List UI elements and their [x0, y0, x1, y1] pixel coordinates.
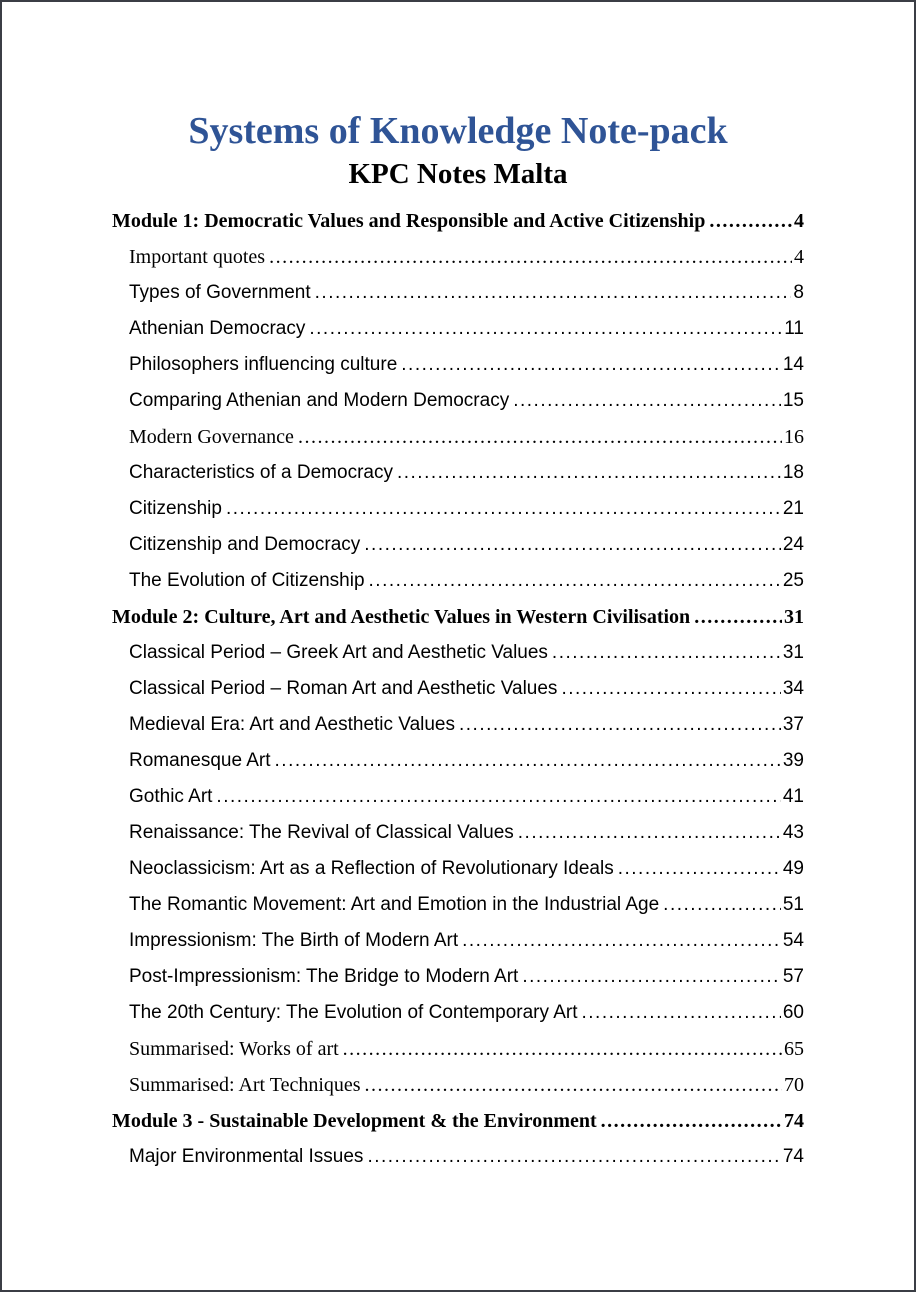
- toc-dot-leader: [663, 887, 781, 923]
- document-title: Systems of Knowledge Note-pack: [188, 110, 728, 152]
- toc-entry[interactable]: [112, 311, 804, 347]
- toc-entry-label: Impressionism: The Birth of Modern Art: [129, 930, 459, 952]
- toc-entry[interactable]: [112, 671, 804, 707]
- toc-page-number: 4: [794, 246, 804, 269]
- toc-page-number: 74: [782, 1146, 804, 1168]
- toc-entry[interactable]: [112, 995, 804, 1031]
- toc-entry-label: Classical Period – Roman Art and Aesthetic Values: [129, 678, 558, 700]
- toc-entry-label: Citizenship and Democracy: [129, 534, 361, 556]
- toc-entry-label: Citizenship: [129, 498, 222, 520]
- toc-entry[interactable]: [112, 707, 804, 743]
- toc-dot-leader: [561, 671, 780, 707]
- toc-dot-leader: [459, 707, 781, 743]
- toc-entry[interactable]: [112, 419, 804, 455]
- toc-entry[interactable]: [112, 383, 804, 419]
- toc-entry-label: Medieval Era: Art and Aesthetic Values: [129, 714, 455, 736]
- toc-dot-leader: [364, 527, 781, 563]
- toc-entry-label: Module 3 - Sustainable Development & the Environment: [112, 1110, 597, 1133]
- toc-entry[interactable]: [112, 347, 804, 383]
- toc-dot-leader: [343, 1031, 782, 1067]
- toc-entry[interactable]: [112, 743, 804, 779]
- toc-page-number: 74: [784, 1110, 804, 1133]
- toc-entry[interactable]: [112, 455, 804, 491]
- toc-entry[interactable]: [112, 635, 804, 671]
- toc-dot-leader: [367, 1139, 780, 1175]
- toc-entry-label: Philosophers influencing culture: [129, 354, 398, 376]
- toc-dot-leader: [365, 1067, 782, 1103]
- toc-page-number: 31: [784, 606, 804, 629]
- toc-entry-label: The Evolution of Citizenship: [129, 570, 365, 592]
- toc-page-number: 8: [793, 282, 804, 304]
- toc-dot-leader: [226, 491, 781, 527]
- table-of-contents: [112, 203, 804, 1175]
- toc-entry[interactable]: [112, 959, 804, 995]
- toc-page-number: 54: [782, 930, 804, 952]
- toc-page-number: 15: [782, 390, 804, 412]
- toc-page-number: 37: [782, 714, 804, 736]
- toc-entry-label: Neoclassicism: Art as a Reflection of Revolutionary Ideals: [129, 858, 614, 880]
- toc-page-number: 24: [782, 534, 804, 556]
- toc-page-number: 21: [782, 498, 804, 520]
- toc-dot-leader: [709, 203, 792, 239]
- toc-page-number: 25: [782, 570, 804, 592]
- toc-page-number: 49: [782, 858, 804, 880]
- toc-entry-label: Module 1: Democratic Values and Responsible and Active Citizenship: [112, 210, 706, 233]
- toc-page-number: 11: [784, 318, 804, 340]
- toc-entry-label: Gothic Art: [129, 786, 213, 808]
- toc-entry[interactable]: [112, 239, 804, 275]
- toc-entry-label: Renaissance: The Revival of Classical Values: [129, 822, 514, 844]
- toc-page-number: 70: [784, 1074, 804, 1097]
- toc-page-number: 57: [782, 966, 804, 988]
- toc-entry-label: Comparing Athenian and Modern Democracy: [129, 390, 510, 412]
- toc-page-number: 14: [782, 354, 804, 376]
- toc-dot-leader: [216, 779, 780, 815]
- toc-entry-label: Modern Governance: [129, 426, 294, 449]
- toc-dot-leader: [522, 959, 781, 995]
- toc-dot-leader: [513, 383, 781, 419]
- toc-entry[interactable]: [112, 275, 804, 311]
- toc-entry[interactable]: [112, 887, 804, 923]
- toc-dot-leader: [401, 347, 781, 383]
- toc-dot-leader: [369, 563, 781, 599]
- toc-entry[interactable]: [112, 851, 804, 887]
- toc-entry[interactable]: [112, 779, 804, 815]
- toc-dot-leader: [601, 1103, 782, 1139]
- toc-entry[interactable]: [112, 527, 804, 563]
- toc-page-number: 18: [782, 462, 804, 484]
- toc-entry-label: Types of Government: [129, 282, 311, 304]
- toc-dot-leader: [552, 635, 781, 671]
- toc-dot-leader: [309, 311, 782, 347]
- toc-entry-label: The Romantic Movement: Art and Emotion in the Industrial Age: [129, 894, 660, 916]
- toc-dot-leader: [397, 455, 781, 491]
- toc-entry[interactable]: [112, 599, 804, 635]
- toc-dot-leader: [582, 995, 781, 1031]
- toc-dot-leader: [518, 815, 781, 851]
- toc-entry-label: Module 2: Culture, Art and Aesthetic Values in Western Civilisation: [112, 606, 691, 629]
- toc-page-number: 31: [782, 642, 804, 664]
- toc-page-number: 43: [782, 822, 804, 844]
- toc-dot-leader: [694, 599, 782, 635]
- toc-entry[interactable]: [112, 1139, 804, 1175]
- toc-entry-label: Summarised: Works of art: [129, 1038, 339, 1061]
- toc-dot-leader: [462, 923, 781, 959]
- toc-page-number: 60: [782, 1002, 804, 1024]
- toc-entry-label: Important quotes: [129, 246, 266, 269]
- toc-entry[interactable]: [112, 815, 804, 851]
- toc-entry-label: Characteristics of a Democracy: [129, 462, 393, 484]
- toc-entry[interactable]: [112, 923, 804, 959]
- toc-entry-label: Athenian Democracy: [129, 318, 306, 340]
- toc-entry[interactable]: [112, 1103, 804, 1139]
- toc-dot-leader: [618, 851, 781, 887]
- toc-entry-label: Major Environmental Issues: [129, 1146, 364, 1168]
- toc-page-number: 16: [784, 426, 804, 449]
- toc-dot-leader: [269, 239, 792, 275]
- toc-entry[interactable]: [112, 491, 804, 527]
- toc-entry-label: Post-Impressionism: The Bridge to Modern Art: [129, 966, 519, 988]
- toc-page-number: 4: [794, 210, 804, 233]
- toc-dot-leader: [275, 743, 781, 779]
- toc-dot-leader: [298, 419, 782, 455]
- toc-page-number: 51: [782, 894, 804, 916]
- toc-page-number: 34: [782, 678, 804, 700]
- toc-entry[interactable]: [112, 1031, 804, 1067]
- toc-page-number: 39: [782, 750, 804, 772]
- toc-dot-leader: [315, 275, 792, 311]
- toc-entry[interactable]: [112, 203, 804, 239]
- toc-page-number: 41: [782, 786, 804, 808]
- toc-entry[interactable]: [112, 1067, 804, 1103]
- toc-entry-label: Romanesque Art: [129, 750, 271, 772]
- toc-entry[interactable]: [112, 563, 804, 599]
- toc-entry-label: Classical Period – Greek Art and Aesthetic Values: [129, 642, 548, 664]
- toc-entry-label: The 20th Century: The Evolution of Contemporary Art: [129, 1002, 578, 1024]
- document-subtitle: KPC Notes Malta: [348, 158, 568, 191]
- toc-page-number: 65: [784, 1038, 804, 1061]
- toc-entry-label: Summarised: Art Techniques: [129, 1074, 361, 1097]
